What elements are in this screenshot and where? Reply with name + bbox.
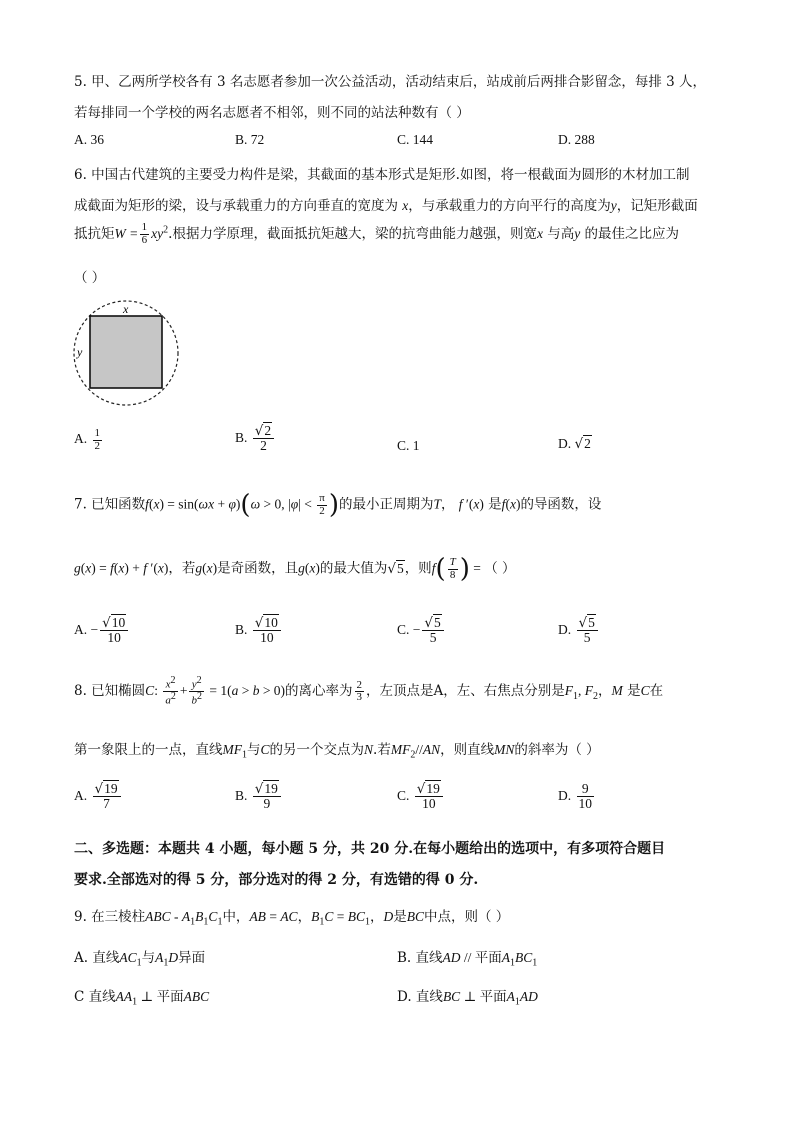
q6-option-d[interactable]: D. √2	[558, 436, 591, 452]
q5-line2: 若每排同一个学校的两名志愿者不相邻，则不同的站法种数有（ ）	[74, 105, 470, 121]
q8-option-c[interactable]: C. $\frac{√19}{10}$	[397, 782, 445, 811]
q8-option-d[interactable]: D. $\frac{9}{10}$	[558, 781, 592, 812]
q5-option-b[interactable]: B. 72	[235, 132, 265, 147]
figure-y-label: y	[77, 345, 83, 359]
q8-option-b[interactable]: B. $\frac{√19}{9}$	[235, 782, 283, 811]
q5-option-a[interactable]: A. 36	[74, 132, 104, 147]
q8-line2: 第一象限上的一点，直线$MF_1$与C的另一个交点为N.若$MF_2//AN$，则直线MN的斜率为（ ）	[74, 742, 600, 761]
q5-option-d[interactable]: D. 288	[558, 132, 595, 147]
section2-heading-line1: 二、多选题：本题共 4 小题，每小题 5 分，共 20 分.在每小题给出的选项中，有多项符合题目	[74, 841, 666, 857]
q6-option-c[interactable]: C. 1	[397, 438, 420, 453]
q6-line1: 6. 中国古代建筑的主要受力构件是梁，其截面的基本形式是矩形.如图，将一根截面为圆形的木材加工制	[74, 167, 690, 183]
q6-figure	[70, 298, 182, 408]
q6-option-b[interactable]: B. $\frac{√2}{2}$	[235, 424, 276, 453]
q6-line4: （ ）	[74, 270, 106, 286]
q9-option-d[interactable]: D. 直线BC ⊥ 平面$A_1AD$	[397, 989, 538, 1008]
q9-option-a[interactable]: A. 直线$AC_1$与$A_1D$异面	[74, 950, 206, 969]
q7-line1: 7. 已知函数f(x) = sin(ωx + φ)(ω > 0, |φ| < $\frac{\pi}{2}$ )的最小正周期为T， f ′(x) 是f(x)的导函数，设	[74, 490, 602, 520]
q7-option-b[interactable]: B. $\frac{√10}{10}$	[235, 616, 283, 645]
q5-line1: 5. 甲、乙两所学校各有 3 名志愿者参加一次公益活动，活动结束后，站成前后两排合影留念，每排 3 人，	[74, 74, 707, 90]
section2-heading-line2: 要求.全部选对的得 5 分，部分选对的得 2 分，有选错的得 0 分.	[74, 872, 479, 888]
q9-option-c[interactable]: C 直线$AA_1$ ⊥ 平面ABC	[74, 989, 210, 1008]
q8-line1: 8. 已知椭圆C: $\frac{x^2}{a^2}$ + $\frac{y^2}{b^2}$ = 1(a > b > 0)的离心率为 $\frac{2}{3}$ ，左顶点是A，左、右焦点分别是$F_1$, $F_2$，M 是C在	[74, 675, 664, 707]
rectangle-section	[90, 316, 162, 388]
q5-option-c[interactable]: C. 144	[397, 132, 434, 147]
q8-option-a[interactable]: A. $\frac{√19}{7}$	[74, 782, 123, 811]
q9-option-b[interactable]: B. 直线AD // 平面$A_1BC_1$	[397, 950, 538, 969]
q6-option-a[interactable]: A. $\frac{1}{2}$	[74, 427, 100, 452]
q6-line3: 抵抗矩W = $\frac{1}{6}$ $xy^2$.根据力学原理，截面抵抗矩越大，梁的抗弯曲能力越强，则宽x 与高y 的最佳之比应为	[74, 221, 680, 246]
q9-line1: 9. 在三棱柱ABC - $A_1B_1C_1$中，AB = AC，$B_1C = BC_1$，D是BC中点，则（ ）	[74, 909, 510, 928]
q7-line2: g(x) = f(x) + f ′(x)，若g(x)是奇函数，且g(x)的最大值为√5，则f( $\frac{T}{8}$ ) = （ ）	[74, 554, 516, 584]
q6-line2: 成截面为矩形的梁，设与承载重力的方向垂直的宽度为 x，与承载重力的方向平行的高度为y，记矩形截面	[74, 198, 698, 214]
q7-option-c[interactable]: C. − $\frac{√5}{5}$	[397, 616, 446, 645]
q7-option-a[interactable]: A. − $\frac{√10}{10}$	[74, 616, 130, 645]
q7-option-d[interactable]: D. $\frac{√5}{5}$	[558, 616, 600, 645]
figure-x-label: x	[123, 302, 129, 316]
